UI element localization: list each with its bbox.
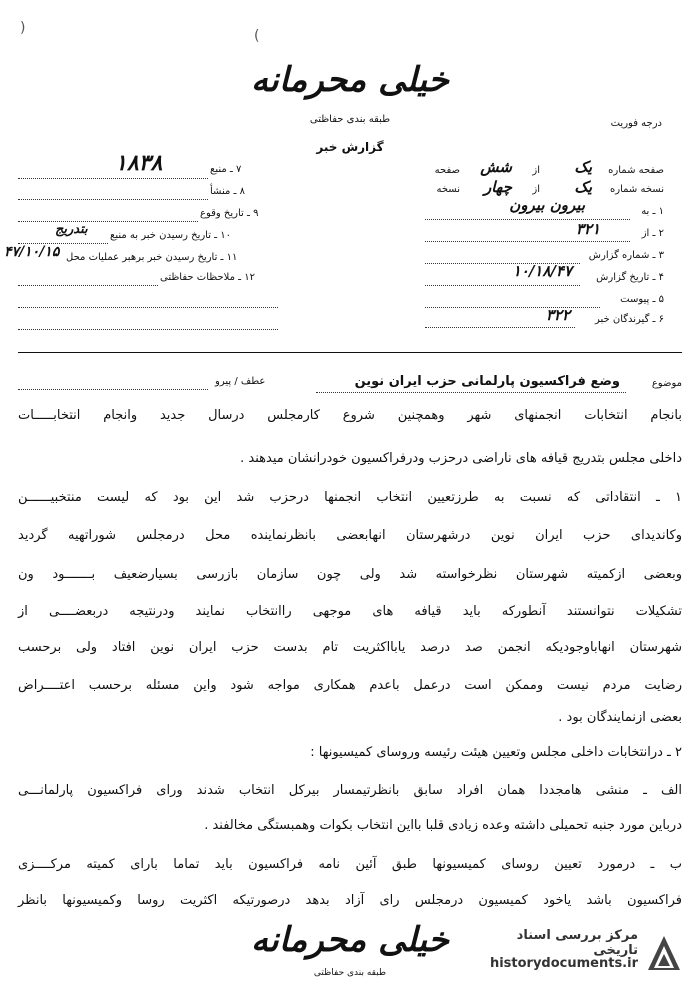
received-by-ops-value: ۴۷/۱۰/۱۵ (4, 244, 60, 260)
page-number-value: یک (574, 158, 592, 176)
body-line: ۲ ـ درانتخابات داخلی مجلس وتعیین هیئت رئیسه وروسای کمیسیونها : (310, 745, 682, 760)
body-line: تشکیلات نتوانستند آنطورکه باید قیافه های موجهی راانتخاب نمایند ودرنتیجه دربعضــــی از (18, 604, 682, 619)
punch-hole-mark: ( (254, 28, 260, 44)
field-to-value: بیرون بیرون (509, 196, 585, 214)
report-title: گزارش خبر (316, 140, 384, 154)
received-by-ops-label: ۱۱ ـ تاریخ رسیدن خبر برهبر عملیات محل (66, 252, 238, 263)
received-by-source-label: ۱۰ ـ تاریخ رسیدن خبر به منبع (110, 230, 232, 241)
subject-text: وضع فراکسیون پارلمانی حزب ایران نوین (354, 374, 620, 389)
body-line: ۱ ـ انتقاداتی که نسبت به طرزتعیین انتخاب انجمنها درحزب شد این بود که لیست منتخبیــــــن (18, 490, 682, 505)
security-notes-line-3 (18, 329, 278, 330)
priority-label: درجه فوریت (610, 118, 662, 129)
body-line: بعضی ازنمایندگان بود . (558, 710, 682, 725)
page-from-label: از (532, 165, 540, 176)
report-number-label: ۳ ـ شماره گزارش (588, 250, 664, 261)
report-date-line (425, 285, 580, 286)
body-line: فراکسیون باشد یاخود کمیسیون درمجلس رای آزاد بدهد درصورتیکه اکثریت روسا وکمیسیونها بانظر (18, 893, 682, 908)
origin-label: ۸ ـ منشأ (210, 186, 246, 197)
recipients-value: ۳۲۲ (545, 306, 570, 324)
body-line: داخلی مجلس بتدریج قیافه های ناراضی درحزب ودرفراکسیون خودرانشان میدهند . (240, 451, 682, 466)
body-line: وکاندیدای حزب ایران نوین درشهرستان انهابعضی بانظرنماینده محل درمجلس شوراتهیه گردید (18, 528, 682, 543)
security-notes-line (18, 285, 158, 286)
source-line (18, 178, 208, 179)
punch-hole-mark: ) (20, 20, 26, 36)
archive-url: historydocuments.ir (489, 956, 638, 971)
archive-logo-icon (642, 932, 686, 976)
classification-caption-bottom: طبقه بندی حفاظتی (313, 968, 387, 978)
field-from-label: ۲ ـ از (641, 228, 664, 239)
classification-stamp-bottom: خیلی محرمانه (251, 920, 449, 960)
classification-stamp-top: خیلی محرمانه (251, 60, 449, 100)
source-label: ۷ ـ منبع (210, 164, 242, 175)
occurrence-date-line (18, 221, 198, 222)
body-line: شهرستان انهاباوجودیکه انجمن صد درصد یابااکثریت تام بدست حزب ایران نوین افتاد ولی برحسب (18, 640, 682, 655)
report-date-value: ۱۰/۱۸/۴۷ (512, 262, 572, 280)
attachment-label: ۵ ـ پیوست (620, 294, 664, 305)
subject-line (316, 392, 626, 393)
body-line: بانجام انتخابات انجمنهای شهر وهمچنین شروع کارمجلس درسال جدید وانجام انتخابـــــات (18, 408, 682, 423)
page-number-label: صفحه شماره (608, 165, 664, 176)
subject-label: موضوع (651, 378, 682, 389)
origin-line (18, 199, 208, 200)
archive-watermark (470, 920, 690, 986)
body-line: ب ـ درمورد تعیین روسای کمیسیونها طبق آئین نامه فراکسیون باید تماما بارای کمیته مرکــــزی (18, 857, 682, 872)
body-line: الف ـ منشی هامجددا همان افراد سابق بانظرتیمسار بیرکل انتخاب شدند ورای فراکسیون پارلمانـــی (18, 783, 682, 798)
field-from-value: ۳۲۱ (575, 220, 600, 238)
body-line: رضایت مردم نیست وممکن است درعمل باعدم همکاری مواجه شود واین مسئله برحسب اعتــــراض (18, 678, 682, 693)
field-to-label: ۱ ـ به (641, 206, 664, 217)
received-by-source-value: بتدریج (55, 222, 88, 237)
recipients-label: ۶ ـ گیرندگان خبر (594, 314, 664, 325)
header-divider (18, 352, 682, 353)
archive-name: مرکز بررسی اسناد تاریخی (516, 928, 638, 958)
security-notes-label: ۱۲ ـ ملاحظات حفاظتی (160, 272, 255, 283)
page-unit-label: صفحه (434, 165, 460, 176)
occurrence-date-label: ۹ ـ تاریخ وقوع (200, 208, 259, 219)
classification-caption-top: طبقه بندی حفاظتی (309, 114, 391, 125)
copy-number-label: نسخه شماره (610, 184, 664, 195)
body-line: درباین مورد جنبه تحمیلی داشته وعده زیادی قلبا بااین انتخاب بکوات وهمبستگی مخالفند . (204, 818, 682, 833)
reference-label: عطف / پیرو (215, 376, 266, 387)
security-notes-line-2 (18, 307, 278, 308)
attachment-line (425, 307, 600, 308)
copy-unit-label: نسخه (436, 184, 460, 195)
page-from-value: شش (480, 158, 512, 176)
recipients-line (425, 327, 575, 328)
copy-number-value: یک (574, 178, 592, 196)
source-value: ۱۸۳۸ (115, 150, 163, 176)
body-line: وبعضی ازکمیته شهرستان نظرخواسته شد ولی چون سازمان بازرسی بسیارضعیف بـــــــود ون (18, 567, 682, 582)
field-from-line (425, 241, 630, 242)
reference-line (18, 389, 208, 390)
copy-from-value: چهار (483, 178, 512, 196)
report-date-label: ۴ ـ تاریخ گزارش (596, 272, 664, 283)
copy-from-label: از (532, 184, 540, 195)
